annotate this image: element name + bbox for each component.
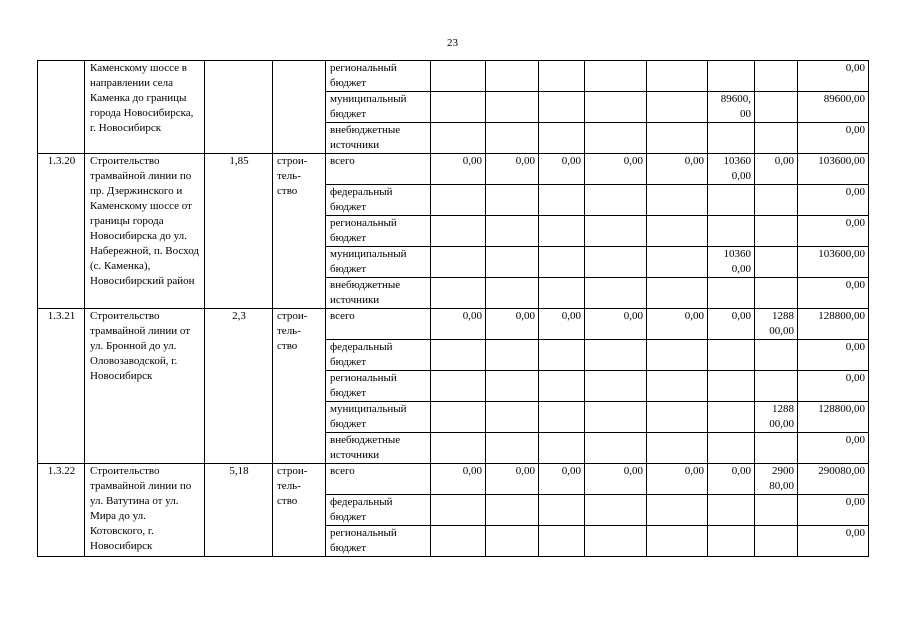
funding-value <box>647 371 708 402</box>
funding-value <box>585 371 647 402</box>
funding-value <box>431 247 486 278</box>
item-code: 1.3.20 <box>38 154 85 309</box>
funding-value <box>539 92 585 123</box>
funding-value <box>708 371 755 402</box>
funding-value <box>431 526 486 557</box>
funding-value <box>647 495 708 526</box>
funding-value: 0,00 <box>708 309 755 340</box>
funding-value <box>539 371 585 402</box>
funding-value: 0,00 <box>798 278 869 309</box>
funding-value: 0,00 <box>539 309 585 340</box>
funding-value <box>755 278 798 309</box>
funding-value: 0,00 <box>755 154 798 185</box>
funding-value <box>647 526 708 557</box>
funding-source: региональный бюджет <box>326 371 431 402</box>
funding-value <box>431 402 486 433</box>
funding-value <box>585 185 647 216</box>
funding-value <box>755 526 798 557</box>
funding-source: всего <box>326 464 431 495</box>
funding-source: внебюджетные источники <box>326 278 431 309</box>
funding-value <box>755 61 798 92</box>
funding-value: 0,00 <box>431 154 486 185</box>
funding-value <box>755 340 798 371</box>
funding-value <box>486 495 539 526</box>
funding-source: региональный бюджет <box>326 526 431 557</box>
item-name: Строительство трамвайной линии по пр. Дзержинского и Каменскому шоссе от границы города Новосибирска до ул. Набережной, п. Восход (с. Каменка), Новосибирский район <box>85 154 205 309</box>
funding-source: внебюджетные источники <box>326 433 431 464</box>
funding-value <box>486 371 539 402</box>
funding-value <box>431 340 486 371</box>
funding-value <box>708 216 755 247</box>
funding-value <box>486 526 539 557</box>
funding-value <box>708 526 755 557</box>
funding-value: 0,00 <box>798 371 869 402</box>
funding-value: 0,00 <box>798 526 869 557</box>
item-length: 1,85 <box>205 154 273 309</box>
funding-value <box>431 185 486 216</box>
table-row <box>38 61 869 92</box>
funding-value <box>585 247 647 278</box>
funding-value <box>585 495 647 526</box>
funding-source: внебюджетные источники <box>326 123 431 154</box>
funding-value <box>755 433 798 464</box>
funding-value <box>539 402 585 433</box>
funding-value: 0,00 <box>647 464 708 495</box>
funding-value <box>539 495 585 526</box>
funding-value: 0,00 <box>585 154 647 185</box>
funding-value <box>585 216 647 247</box>
funding-value <box>486 247 539 278</box>
funding-value: 0,00 <box>798 185 869 216</box>
funding-value <box>486 123 539 154</box>
funding-value: 0,00 <box>798 216 869 247</box>
funding-value <box>585 278 647 309</box>
funding-value <box>708 185 755 216</box>
funding-value: 89600,00 <box>798 92 869 123</box>
item-name: Строительство трамвайной линии по ул. Ватутина от ул. Мира до ул. Котовского, г. Новосибирск <box>85 464 205 557</box>
item-code: 1.3.22 <box>38 464 85 557</box>
funding-value: 128800,00 <box>798 402 869 433</box>
funding-value <box>585 61 647 92</box>
funding-value <box>585 340 647 371</box>
funding-value: 0,00 <box>539 464 585 495</box>
funding-value <box>708 495 755 526</box>
funding-value <box>755 495 798 526</box>
table-row <box>38 309 869 340</box>
funding-value: 0,00 <box>431 309 486 340</box>
item-name: Каменскому шоссе в направлении села Каменка до границы города Новосибирска, г. Новосибирск <box>85 61 205 154</box>
funding-value <box>755 92 798 123</box>
funding-value: 0,00 <box>431 464 486 495</box>
funding-value <box>585 433 647 464</box>
funding-value: 0,00 <box>798 433 869 464</box>
funding-value <box>486 61 539 92</box>
funding-value <box>708 340 755 371</box>
funding-value <box>647 278 708 309</box>
funding-source: муниципальный бюджет <box>326 92 431 123</box>
funding-value: 0,00 <box>647 309 708 340</box>
funding-value <box>431 123 486 154</box>
program-table <box>37 60 869 557</box>
funding-value <box>431 495 486 526</box>
funding-value <box>539 185 585 216</box>
funding-value <box>647 92 708 123</box>
funding-value: 10360 0,00 <box>708 247 755 278</box>
table-body <box>38 61 869 557</box>
item-work-type: строи- тель- ство <box>273 154 326 309</box>
funding-value <box>431 92 486 123</box>
funding-value: 0,00 <box>798 495 869 526</box>
funding-value <box>539 340 585 371</box>
funding-value <box>539 61 585 92</box>
funding-value: 0,00 <box>798 61 869 92</box>
funding-value <box>755 216 798 247</box>
funding-value: 0,00 <box>585 464 647 495</box>
funding-value: 103600,00 <box>798 154 869 185</box>
funding-value: 0,00 <box>708 464 755 495</box>
funding-value: 0,00 <box>486 309 539 340</box>
funding-value <box>647 340 708 371</box>
funding-value <box>486 185 539 216</box>
funding-source: федеральный бюджет <box>326 495 431 526</box>
funding-value <box>539 433 585 464</box>
funding-source: федеральный бюджет <box>326 185 431 216</box>
funding-value <box>708 433 755 464</box>
item-work-type: строи- тель- ство <box>273 464 326 557</box>
funding-value <box>585 92 647 123</box>
funding-value <box>431 371 486 402</box>
funding-value <box>539 123 585 154</box>
funding-value <box>486 433 539 464</box>
funding-value: 0,00 <box>585 309 647 340</box>
funding-value <box>647 185 708 216</box>
item-work-type: строи- тель- ство <box>273 309 326 464</box>
funding-source: региональный бюджет <box>326 216 431 247</box>
funding-value <box>486 278 539 309</box>
funding-value <box>486 402 539 433</box>
funding-value <box>431 61 486 92</box>
funding-value: 290080,00 <box>798 464 869 495</box>
funding-value: 1288 00,00 <box>755 309 798 340</box>
item-code <box>38 61 85 154</box>
funding-value <box>539 216 585 247</box>
funding-source: муниципальный бюджет <box>326 247 431 278</box>
funding-source: федеральный бюджет <box>326 340 431 371</box>
table-row <box>38 154 869 185</box>
funding-value: 0,00 <box>486 464 539 495</box>
funding-value: 103600,00 <box>798 247 869 278</box>
item-code: 1.3.21 <box>38 309 85 464</box>
funding-value <box>539 278 585 309</box>
funding-value <box>431 216 486 247</box>
funding-value <box>647 216 708 247</box>
funding-value <box>755 123 798 154</box>
funding-value: 1288 00,00 <box>755 402 798 433</box>
table-row <box>38 464 869 495</box>
funding-value <box>708 402 755 433</box>
funding-value: 2900 80,00 <box>755 464 798 495</box>
funding-value: 0,00 <box>486 154 539 185</box>
funding-value: 0,00 <box>539 154 585 185</box>
funding-value <box>647 61 708 92</box>
funding-source: всего <box>326 154 431 185</box>
funding-value: 10360 0,00 <box>708 154 755 185</box>
funding-value <box>585 123 647 154</box>
item-length: 2,3 <box>205 309 273 464</box>
funding-value <box>708 278 755 309</box>
item-name: Строительство трамвайной линии от ул. Бронной до ул. Оловозаводской, г. Новосибирск <box>85 309 205 464</box>
funding-value <box>431 433 486 464</box>
funding-value <box>486 92 539 123</box>
funding-value <box>585 526 647 557</box>
funding-value <box>647 402 708 433</box>
funding-value <box>539 526 585 557</box>
funding-value <box>708 123 755 154</box>
funding-value <box>647 247 708 278</box>
funding-value: 128800,00 <box>798 309 869 340</box>
funding-value <box>755 247 798 278</box>
funding-value <box>431 278 486 309</box>
funding-value: 0,00 <box>798 123 869 154</box>
funding-value <box>585 402 647 433</box>
funding-source: муниципальный бюджет <box>326 402 431 433</box>
funding-value <box>755 185 798 216</box>
item-work-type <box>273 61 326 154</box>
funding-value: 89600, 00 <box>708 92 755 123</box>
funding-source: всего <box>326 309 431 340</box>
funding-value <box>539 247 585 278</box>
funding-value <box>486 340 539 371</box>
funding-value <box>486 216 539 247</box>
funding-value <box>647 123 708 154</box>
item-length: 5,18 <box>205 464 273 557</box>
funding-value <box>708 61 755 92</box>
funding-value: 0,00 <box>798 340 869 371</box>
item-length <box>205 61 273 154</box>
funding-source: региональный бюджет <box>326 61 431 92</box>
funding-value <box>647 433 708 464</box>
page-number: 23 <box>447 37 458 49</box>
funding-value <box>755 371 798 402</box>
funding-value: 0,00 <box>647 154 708 185</box>
